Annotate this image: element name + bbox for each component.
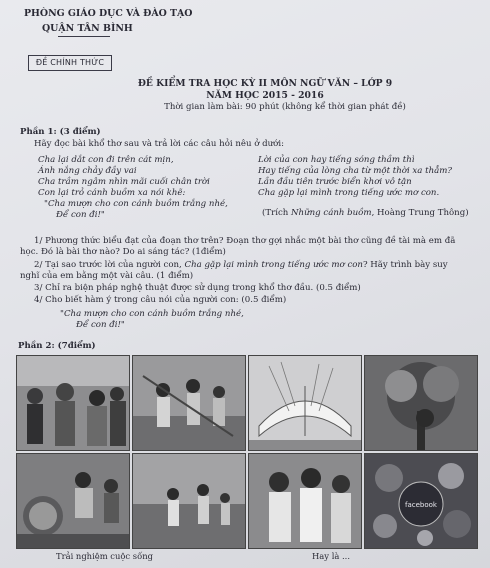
part2-heading: Phần 2: (7điểm)	[18, 341, 96, 351]
photo-books	[248, 355, 362, 451]
question-2: 2/ Tại sao trước lời của người con, Cha gặp lại mình trong tiếng ước mơ con? Hãy trình bày suy	[34, 260, 448, 270]
poem-right-line: Lời của con hay tiếng sóng thầm thì	[258, 155, 415, 165]
question-4: 4/ Cho biết hàm ý trong câu nói của người con: (0.5 điểm)	[34, 295, 287, 305]
question-3: 3/ Chỉ ra biện pháp nghệ thuật được sử dụng trong khổ thơ đầu. (0.5 điểm)	[34, 283, 361, 293]
question-1-cont: học. Đó là bài thơ nào? Do ai sáng tác? (1điểm)	[20, 247, 226, 257]
exam-duration: Thời gian làm bài: 90 phút (không kể thời gian phát đề)	[164, 102, 406, 112]
question-1: 1/ Phương thức biểu đạt của đoạn thơ trên? Đoạn thơ gợi nhắc một bài thơ cũng đề tài mà em đã	[34, 236, 456, 246]
photo-grid	[16, 355, 476, 561]
caption-right: Hay là ...	[312, 551, 351, 561]
poem-left-line: "Cha mượn cho con cánh buồm trắng nhé,	[44, 199, 228, 209]
photo-field	[132, 453, 246, 549]
school-year: NĂM HỌC 2015 - 2016	[206, 90, 324, 101]
part1-heading: Phần 1: (3 điểm)	[20, 127, 101, 137]
photo-volunteers	[132, 355, 246, 451]
poem-left-line: Cha lại dắt con đi trên cát mịn,	[38, 155, 174, 165]
official-stamp: ĐỀ CHÍNH THỨC	[28, 55, 112, 71]
poem-left-line: Để con đi!"	[56, 210, 105, 220]
district-name: QUẬN TÂN BÌNH	[42, 23, 133, 34]
poem-right-line: Cha gặp lại mình trong tiếng ước mơ con.	[258, 188, 440, 198]
photo-students	[248, 453, 362, 549]
poem-left-line: Ánh nắng chảy đầy vai	[38, 166, 137, 176]
question-2-cont: nghĩ của em bằng một vài câu. (1 điểm)	[20, 271, 194, 281]
question-4-quote: "Cha mượn cho con cánh buồm trắng nhé,	[60, 309, 244, 319]
caption-left: Trải nghiệm cuộc sống	[56, 551, 153, 561]
header-rule	[58, 36, 110, 37]
poem-right-line: Hay tiếng của lòng cha từ một thời xa thẳm?	[258, 166, 452, 176]
photo-market	[16, 453, 130, 549]
photo-crowd	[16, 355, 130, 451]
exam-title: ĐỀ KIỂM TRA HỌC KỲ II MÔN NGỮ VĂN – LỚP 9	[137, 78, 393, 89]
poem-left-line: Con lại trỏ cánh buồm xa nói khẽ:	[38, 188, 186, 198]
department-name: PHÒNG GIÁO DỤC VÀ ĐÀO TẠO	[24, 8, 193, 19]
facebook-icon: facebook	[405, 501, 437, 509]
photo-social-media	[364, 453, 478, 549]
photo-tree	[364, 355, 478, 451]
poem-left-line: Cha trầm ngâm nhìn mãi cuối chân trời	[38, 177, 210, 187]
part1-instruction: Hãy đọc bài khổ thơ sau và trả lời các câu hỏi nêu ở dưới:	[34, 139, 285, 149]
poem-source: (Trích Những cánh buồm, Hoàng Trung Thông)	[262, 208, 469, 218]
poem-right-line: Lần đầu tiên trước biển khơi vô tận	[258, 177, 412, 187]
question-4-quote: Để con đi!"	[76, 320, 125, 330]
